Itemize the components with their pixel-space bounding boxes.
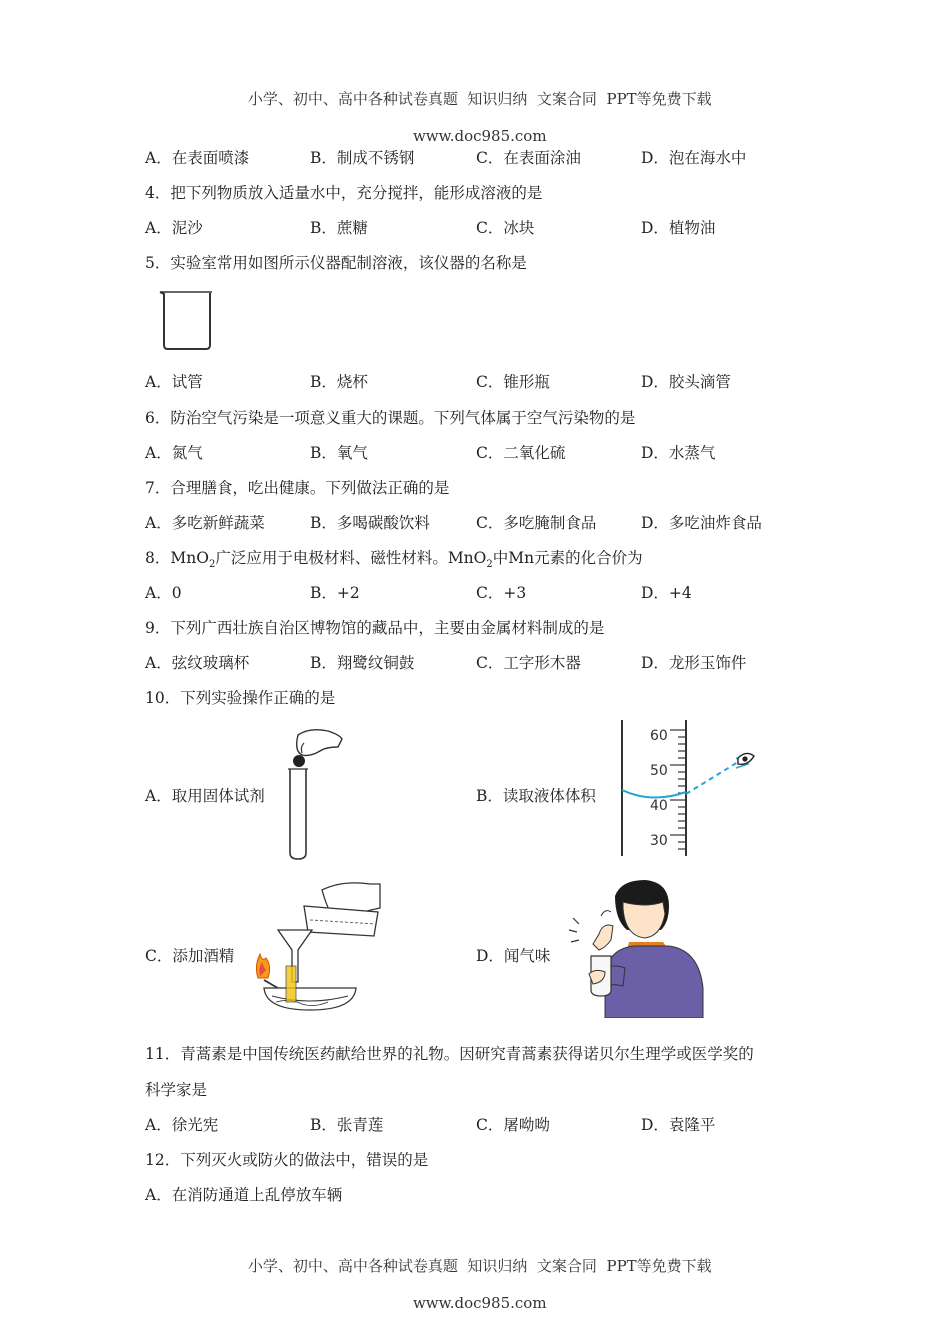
q8-option-a: A．0 [145, 584, 182, 602]
q11-option-b: B．张青莲 [310, 1116, 384, 1134]
q11-option-a: A．徐光宪 [145, 1116, 219, 1134]
q12-option-a: A．在消防通道上乱停放车辆 [145, 1186, 343, 1204]
q8-stem-part-c: 中Mn元素的化合价为 [492, 549, 643, 567]
footer-text: 小学、初中、高中各种试卷真题 知识归纳 文案合同 PPT等免费下载 [247, 1257, 712, 1275]
q9-option-c: C．工字形木器 [476, 654, 581, 672]
q6-option-a: A．氮气 [145, 444, 203, 462]
q8-stem-part-a: 8．MnO [145, 549, 209, 567]
q4-option-a: A．泥沙 [145, 219, 203, 237]
q3-option-d: D．泡在海水中 [641, 149, 747, 167]
q11-option-d: D．袁隆平 [641, 1116, 716, 1134]
q10-option-c: C．添加酒精 [145, 947, 235, 965]
q8-subscript-2: 2 [486, 559, 493, 571]
q11-stem-line2: 科学家是 [145, 1081, 208, 1099]
q10-option-b: B．读取液体体积 [476, 787, 596, 805]
q11-option-c: C．屠呦呦 [476, 1116, 550, 1134]
q5-option-d: D．胶头滴管 [641, 373, 731, 391]
q11-stem-line1: 11．青蒿素是中国传统医药献给世界的礼物。因研究青蒿素获得诺贝尔生理学或医学奖的 [145, 1045, 754, 1063]
q12-stem: 12．下列灭火或防火的做法中，错误的是 [145, 1151, 429, 1169]
cylinder-tick-40: 40 [650, 798, 668, 814]
q5-option-a: A．试管 [145, 373, 203, 391]
q8-stem [145, 546, 643, 570]
q3-option-a: A．在表面喷漆 [145, 149, 250, 167]
q4-option-c: C．冰块 [476, 219, 535, 237]
q6-option-b: B．氧气 [310, 444, 368, 462]
q7-option-d: D．多吃油炸食品 [641, 514, 762, 532]
q5-option-c: C．锥形瓶 [476, 373, 550, 391]
q7-option-b: B．多喝碳酸饮料 [310, 514, 430, 532]
q8-option-d: D．+4 [641, 584, 692, 602]
q9-option-b: B．翔鹭纹铜鼓 [310, 654, 415, 672]
header-text: 小学、初中、高中各种试卷真题 知识归纳 文案合同 PPT等免费下载 [247, 90, 712, 108]
q9-stem: 9．下列广西壮族自治区博物馆的藏品中，主要由金属材料制成的是 [145, 619, 605, 637]
q9-option-a: A．弦纹玻璃杯 [145, 654, 250, 672]
q3-option-c: C．在表面涂油 [476, 149, 581, 167]
q7-option-c: C．多吃腌制食品 [476, 514, 597, 532]
q5-option-b: B．烧杯 [310, 373, 368, 391]
page-footer [0, 1237, 950, 1312]
q8-option-c: C．+3 [476, 584, 527, 602]
q4-stem: 4．把下列物质放入适量水中，充分搅拌，能形成溶液的是 [145, 184, 543, 202]
solid-reagent-figure [280, 725, 360, 865]
q8-subscript-1: 2 [208, 559, 216, 571]
cylinder-tick-30: 30 [650, 833, 668, 849]
q7-option-a: A．多吃新鲜蔬菜 [145, 514, 265, 532]
q4-option-d: D．植物油 [641, 219, 716, 237]
q3-option-b: B．制成不锈钢 [310, 149, 415, 167]
q10-option-a: A．取用固体试剂 [145, 787, 265, 805]
add-alcohol-figure [250, 878, 385, 1013]
q10-stem: 10．下列实验操作正确的是 [145, 689, 336, 707]
header-site: www.doc985.com [412, 127, 547, 145]
cylinder-tick-50: 50 [650, 763, 668, 779]
q8-stem-part-b: 广泛应用于电极材料、磁性材料。MnO [215, 549, 487, 567]
q8-option-b: B．+2 [310, 584, 360, 602]
q7-stem: 7．合理膳食，吃出健康。下列做法正确的是 [145, 479, 450, 497]
footer-site: www.doc985.com [412, 1294, 547, 1312]
q5-stem: 5．实验室常用如图所示仪器配制溶液，该仪器的名称是 [145, 254, 527, 272]
q6-option-d: D．水蒸气 [641, 444, 716, 462]
page-header [0, 70, 950, 145]
q4-option-b: B．蔗糖 [310, 219, 368, 237]
cylinder-tick-60: 60 [650, 728, 668, 744]
q6-option-c: C．二氧化硫 [476, 444, 566, 462]
q9-option-d: D．龙形玉饰件 [641, 654, 747, 672]
q10-option-d: D．闻气味 [476, 947, 551, 965]
graduated-cylinder-figure [612, 718, 762, 858]
smell-gas-figure [565, 878, 705, 1018]
q6-stem: 6．防治空气污染是一项意义重大的课题。下列气体属于空气污染物的是 [145, 409, 636, 427]
beaker-figure [155, 285, 220, 355]
